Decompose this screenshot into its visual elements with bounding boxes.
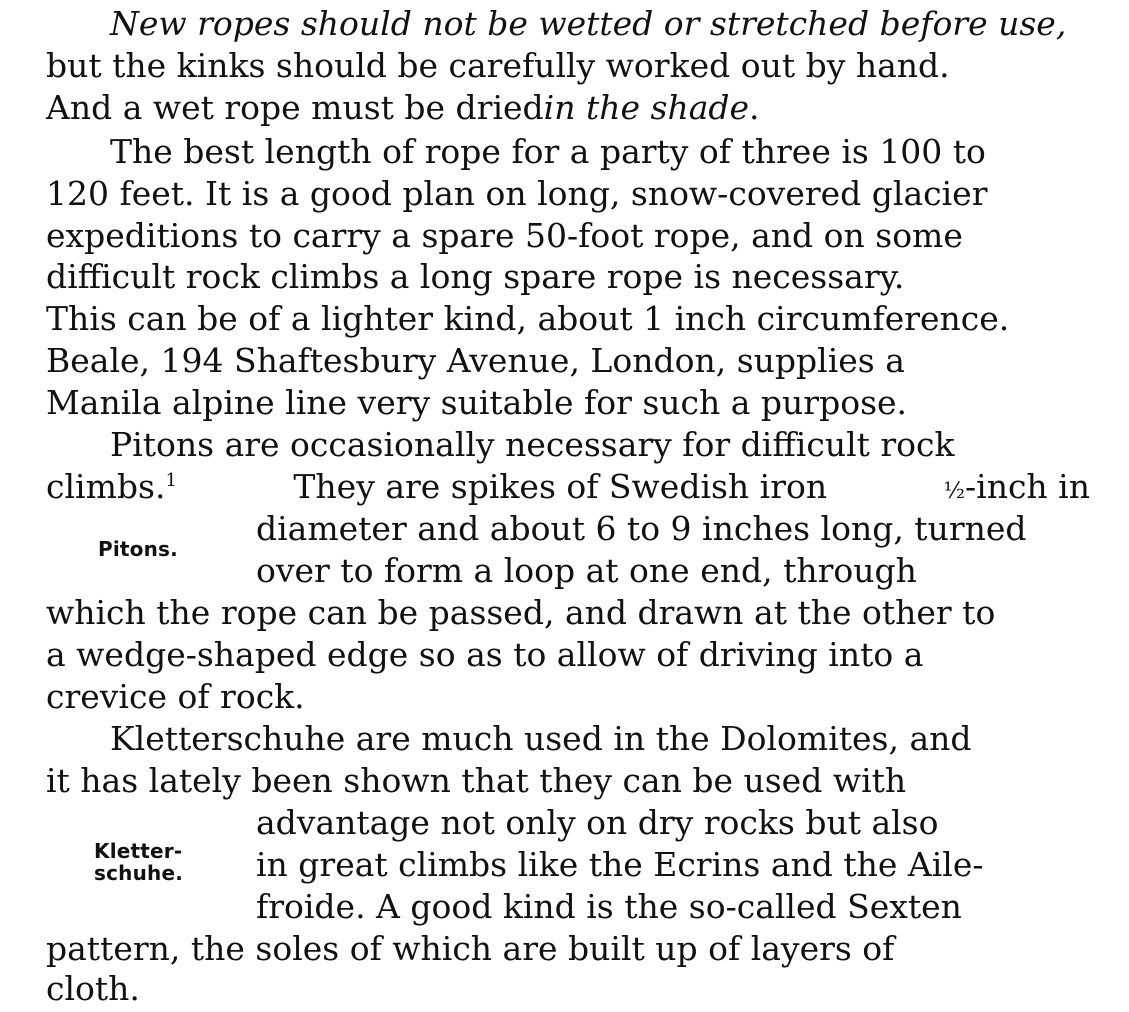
text-line: expeditions to carry a spare 50-foot rope, and on some [46, 216, 963, 255]
text-line: Manila alpine line very suitable for such a purpose. [46, 383, 908, 422]
italic-phrase: in the shade [543, 88, 750, 127]
text-line: crevice of rock. [46, 677, 305, 716]
footnote-marker: 1 [165, 470, 177, 491]
text-line: a wedge-shaped edge so as to allow of driving into a [46, 635, 924, 674]
text-line: cloth. [46, 969, 140, 1008]
text-line: difficult rock climbs a long spare rope is necessary. [46, 257, 905, 296]
text-line: diameter and about 6 to 9 inches long, turned [256, 509, 1027, 548]
text-line: Beale, 194 Shaftesbury Avenue, London, supplies a [46, 341, 905, 380]
text-line: froide. A good kind is the so-called Sexten [256, 887, 962, 926]
text-line: which the rope can be passed, and drawn at the other to [46, 593, 996, 632]
text-line: advantage not only on dry rocks but also [256, 803, 939, 842]
text-line: but the kinks should be carefully worked out by hand. [46, 46, 950, 85]
text-line: Kletterschuhe are much used in the Dolomites, and [110, 719, 972, 758]
text-line: And a wet rope must be dried in the shade . [46, 88, 760, 127]
italic-sentence: New ropes should not be wetted or stretched before use, [110, 4, 1067, 43]
text-line: The best length of rope for a party of three is 100 to [110, 132, 986, 171]
fraction: ½ [943, 479, 965, 504]
text-line: pattern, the soles of which are built up of layers of [46, 929, 895, 968]
margin-note-kletterschuhe: Kletter- schuhe. [94, 839, 184, 885]
text-line: over to form a loop at one end, through [256, 551, 917, 590]
text-line: 120 feet. It is a good plan on long, snow-covered glacier [46, 174, 988, 213]
text-line: it has lately been shown that they can be used with [46, 761, 907, 800]
text-line: climbs.$^1$ They are spikes of Swedish iron ½-inch in [46, 467, 1090, 506]
text-line [110, 3, 1090, 45]
text-line: Pitons are occasionally necessary for difficult rock [110, 425, 955, 464]
margin-note-pitons: Pitons. [98, 537, 178, 561]
text-line: in great climbs like the Ecrins and the Aile- [256, 845, 984, 884]
text-line: This can be of a lighter kind, about 1 inch circumference. [46, 299, 1010, 338]
